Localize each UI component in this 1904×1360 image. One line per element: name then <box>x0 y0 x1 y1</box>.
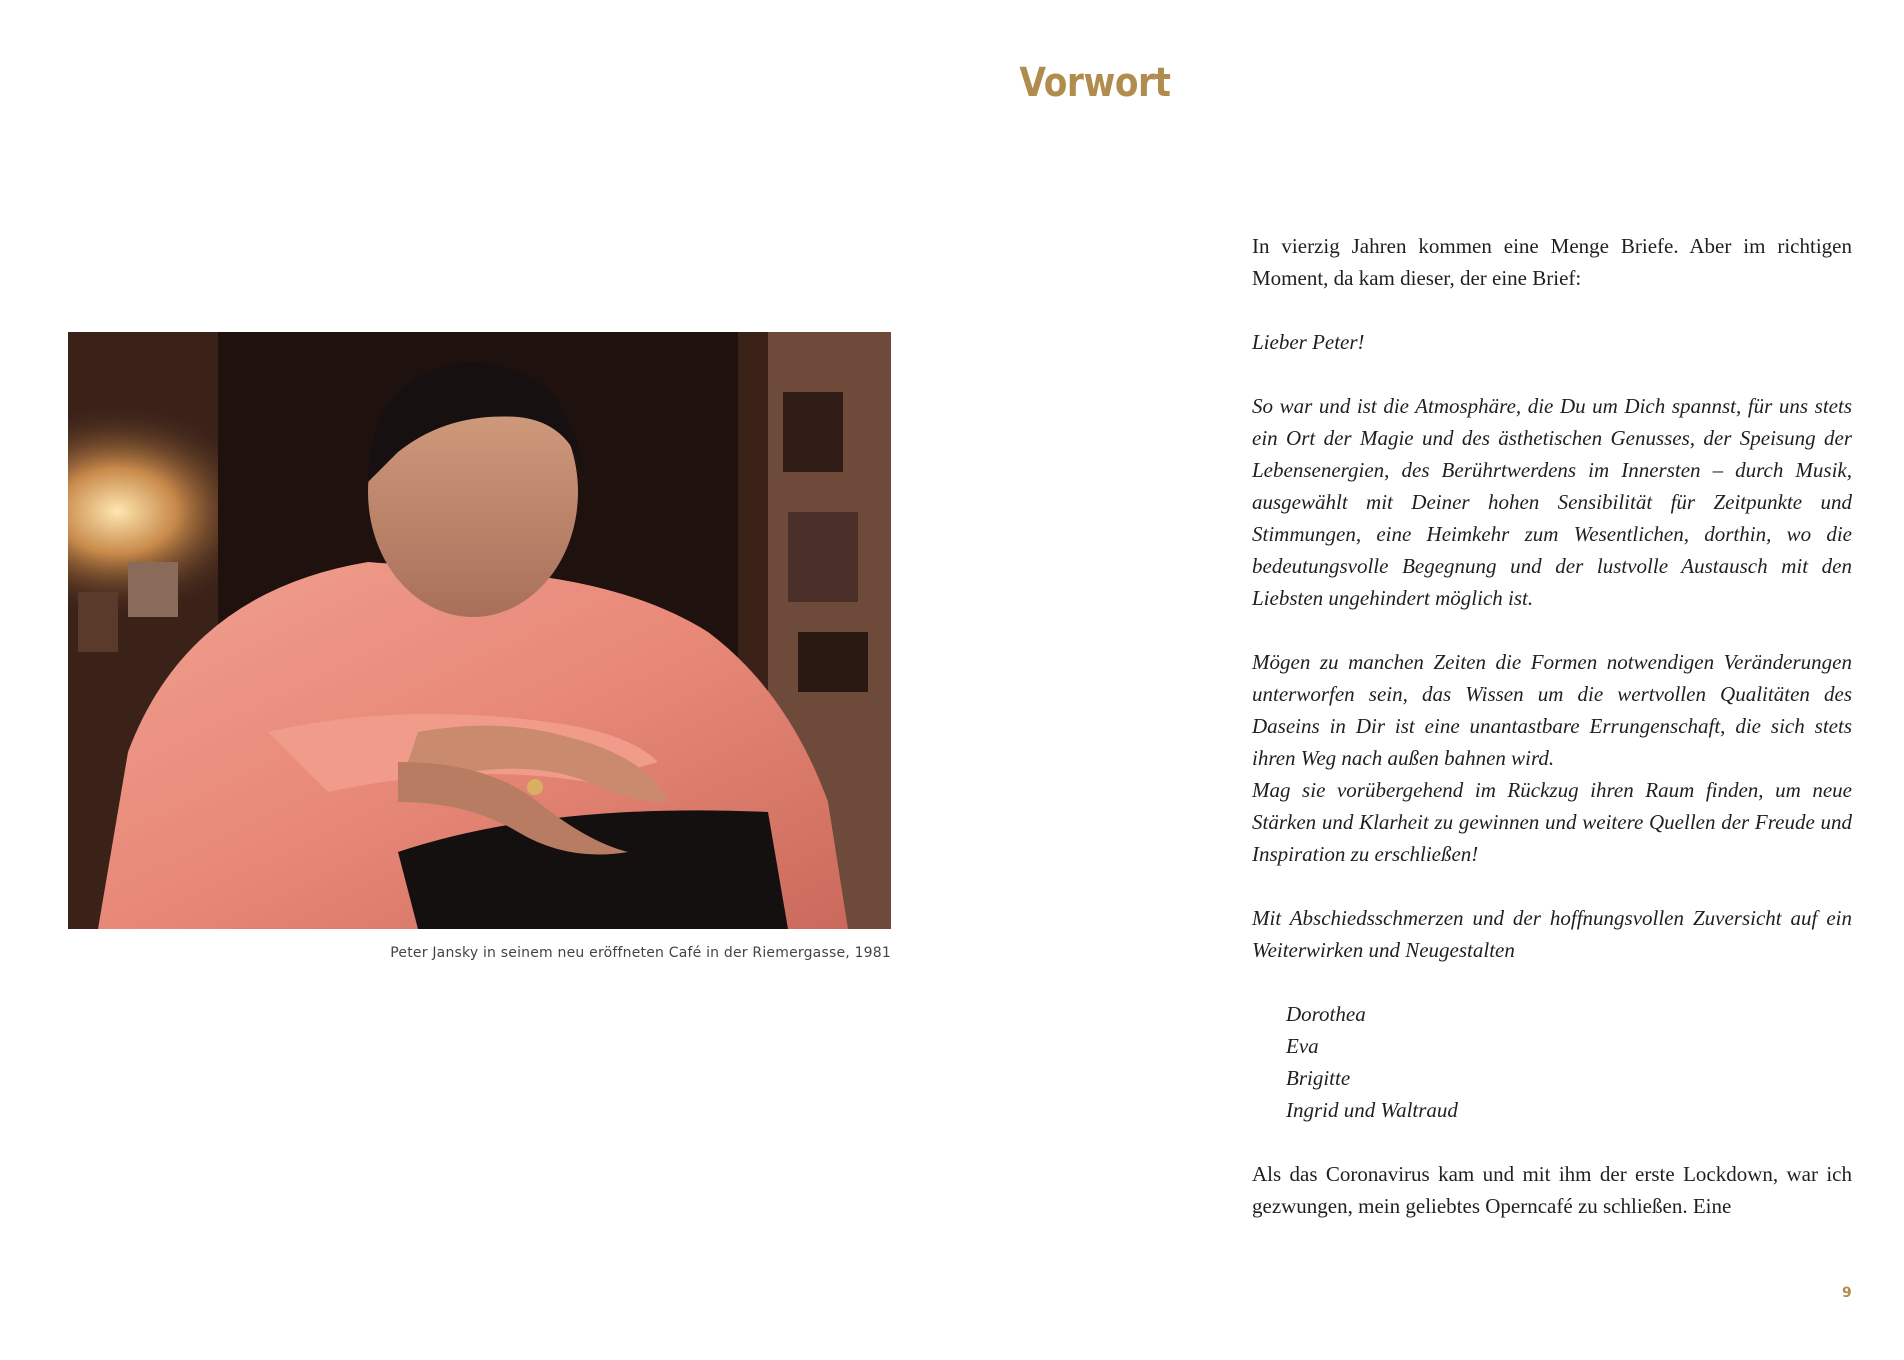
letter-closing: Mit Abschiedsschmerzen und der hoffnungsvollen Zuversicht auf ein Weiterwirken und Neugestalten <box>1252 906 1852 962</box>
letter-paragraph: Mag sie vorübergehend im Rückzug ihren Raum finden, um neue Stärken und Klarheit zu gewinnen und weitere Quellen der Freude und Inspiration zu erschließen! <box>1252 778 1852 866</box>
letter-paragraph: Mögen zu manchen Zeiten die Formen notwendigen Veränderungen unterworfen sein, das Wissen um die wertvollen Qualitäten des Daseins in Dir ist eine unantastbare Errungenschaft, die sich stets ihren Weg nach außen bahnen wird. <box>1252 650 1852 770</box>
photo-caption: Peter Jansky in seinem neu eröffneten Café in der Riemergasse, 1981 <box>390 945 891 961</box>
page-number: 9 <box>1842 1285 1852 1301</box>
signature-name: Dorothea <box>1286 1002 1366 1026</box>
portrait-photo-illustration <box>68 332 891 929</box>
signature-name: Ingrid und Waltraud <box>1286 1098 1458 1122</box>
intro-paragraph: In vierzig Jahren kommen eine Menge Briefe. Aber im richtigen Moment, da kam dieser, der eine Brief: <box>1252 234 1852 290</box>
letter-paragraph: So war und ist die Atmosphäre, die Du um Dich spannst, für uns stets ein Ort der Magie und des ästhetischen Genusses, der Speisung der Lebensenergien, des Berührtwerdens im Innersten – durch Musik, ausgewählt mit Deiner hohen Sensibilität für Zeitpunkte und Stimmungen, eine Heimkehr zum Wesentlichen, dorthin, wo die bedeutungsvolle Begegnung und der lustvolle Austausch mit den Liebsten ungehindert möglich ist. <box>1252 394 1852 610</box>
letter-salutation: Lieber Peter! <box>1252 330 1365 354</box>
page-title: Vorwort <box>1019 60 1171 106</box>
outro-paragraph: Als das Coronavirus kam und mit ihm der erste Lockdown, war ich gezwungen, mein geliebtes Operncafé zu schließen. Eine <box>1252 1162 1852 1218</box>
portrait-photo <box>68 332 891 929</box>
letter-signatures <box>1286 998 1852 1126</box>
signature-name: Brigitte <box>1286 1066 1351 1090</box>
signature-name: Eva <box>1286 1034 1319 1058</box>
body-text <box>1252 230 1852 1254</box>
